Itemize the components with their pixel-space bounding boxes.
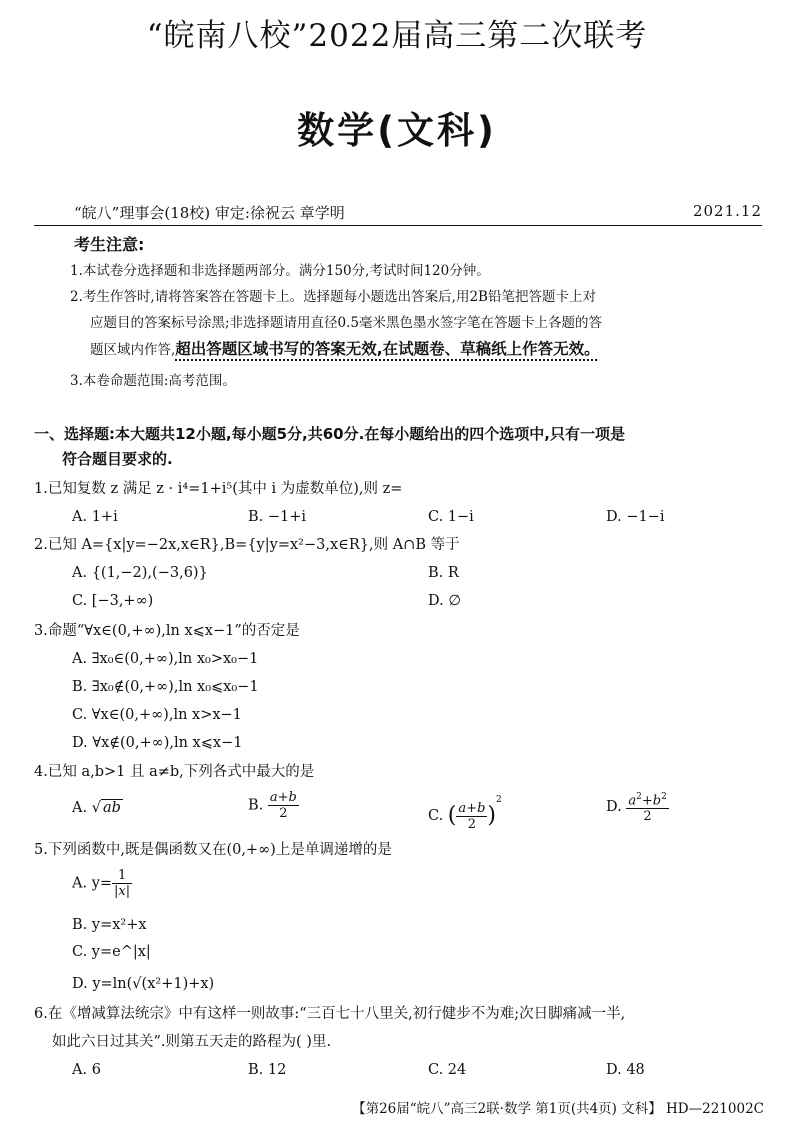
- q2-option-d: D. ∅: [428, 593, 461, 609]
- q5-option-c: C. y=e^|x|: [72, 944, 151, 960]
- question-6-stem-1: 6.在《增减算法统宗》中有这样一则故事:“三百七十八里关,初行健步不为难;次日脚痛减一半,: [34, 1006, 626, 1022]
- q5-option-a-label: A. y=: [72, 875, 113, 892]
- notice-item-3: 3.本卷命题范围:高考范围。: [70, 373, 236, 389]
- notice-item-2a: 2.考生作答时,请将答案答在答题卡上。选择题每小题选出答案后,用2B铅笔把答题卡上对: [70, 289, 596, 305]
- exam-subtitle: 数学(文科): [297, 109, 497, 152]
- notice-item-2b: 应题目的答案标号涂黑;非选择题请用直径0.5毫米黑色墨水签字笔在答题卡上各题的答: [90, 315, 603, 331]
- q1-option-b: B. −1+i: [248, 509, 307, 525]
- fraction-a-plus-b-over-2-squared: $\frac{a+b}{2}$: [458, 800, 486, 832]
- notice-item-2c-bold: 超出答题区域书写的答案无效,在试题卷、草稿纸上作答无效。: [175, 340, 600, 358]
- question-4-stem: 4.已知 a,b>1 且 a≠b,下列各式中最大的是: [34, 764, 315, 780]
- notice-item-1: 1.本试卷分选择题和非选择题两部分。满分150分,考试时间120分钟。: [70, 263, 490, 279]
- council-info: “皖八”理事会(18校) 审定:徐祝云 章学明: [74, 204, 345, 222]
- q6-option-b: B. 12: [248, 1062, 287, 1078]
- q4-option-d: [606, 790, 669, 824]
- section-heading: [34, 422, 764, 472]
- q3-option-d: D. ∀x∉(0,+∞),ln x⩽x−1: [72, 735, 243, 751]
- q6-option-c: C. 24: [428, 1062, 467, 1078]
- fraction-1-over-abs-x: $\frac{1}{|x|}$: [114, 868, 131, 899]
- fraction-a2-plus-b2-over-2: $\frac{a^2+b^2}{2}$: [628, 792, 667, 825]
- q5-option-a: [72, 868, 132, 899]
- notice-item-2c: [70, 336, 770, 363]
- section-line-2: 符合题目要求的.: [62, 450, 173, 468]
- q6-option-a: A. 6: [72, 1062, 101, 1078]
- q5-option-d: D. y=ln(√(x²+1)+x): [72, 976, 215, 992]
- notice-item-2c-plain: 题区域内作答,: [90, 342, 176, 358]
- q3-option-c: C. ∀x∈(0,+∞),ln x>x−1: [72, 707, 242, 723]
- question-2-stem: 2.已知 A={x|y=−2x,x∈R},B={y|y=x²−3,x∈R},则 A∩B 等于: [34, 537, 460, 553]
- fraction-a-plus-b-over-2: $\frac{a+b}{2}$: [269, 790, 297, 821]
- q2-option-c: C. [−3,+∞): [72, 593, 154, 609]
- q3-option-b: B. ∃x₀∉(0,+∞),ln x₀⩽x₀−1: [72, 679, 259, 695]
- q3-option-a: A. ∃x₀∈(0,+∞),ln x₀>x₀−1: [72, 651, 259, 667]
- exam-title: “皖南八校”2022届高三第二次联考: [146, 18, 648, 54]
- q2-option-a: A. {(1,−2),(−3,6)}: [72, 565, 208, 581]
- question-1-stem: 1.已知复数 z 满足 z · i⁴=1+i⁵(其中 i 为虚数单位),则 z=: [34, 481, 403, 497]
- page-footer: 【第26届“皖八”高三2联·数学 第1页(共4页) 文科】 HD—221002C: [352, 1101, 764, 1117]
- section-line-1: 一、选择题:本大题共12小题,每小题5分,共60分.在每小题给出的四个选项中,只有一项是: [34, 425, 625, 443]
- notice-item-2: [70, 284, 770, 363]
- meta-line: [34, 202, 762, 226]
- q1-option-c: C. 1−i: [428, 509, 474, 525]
- notice-heading: 考生注意:: [74, 235, 145, 254]
- q1-option-d: D. −1−i: [606, 509, 665, 525]
- q4-option-b-label: B.: [248, 797, 264, 814]
- q1-option-a: A. 1+i: [72, 509, 118, 525]
- q2-option-b: B. R: [428, 565, 459, 581]
- q4-option-c: C. ( $\frac{a+b}{2}$ )$^2$: [428, 795, 502, 832]
- q6-option-d: D. 48: [606, 1062, 645, 1078]
- q4-option-c-label: C.: [428, 808, 444, 824]
- q4-option-a: [72, 798, 123, 818]
- question-6-stem-2: 如此六日过其关”.则第五天走的路程为( )里.: [52, 1034, 332, 1050]
- question-3-stem: 3.命题“∀x∈(0,+∞),ln x⩽x−1”的否定是: [34, 623, 300, 639]
- question-5-stem: 5.下列函数中,既是偶函数又在(0,+∞)上是单调递增的是: [34, 842, 392, 858]
- q5-option-b: B. y=x²+x: [72, 917, 147, 933]
- q4-option-b: [248, 790, 299, 821]
- exam-date: 2021.12: [692, 202, 762, 220]
- q4-option-d-label: D.: [606, 799, 622, 816]
- sqrt-ab: √ ab: [91, 800, 121, 816]
- q4-option-a-label: A.: [72, 800, 88, 816]
